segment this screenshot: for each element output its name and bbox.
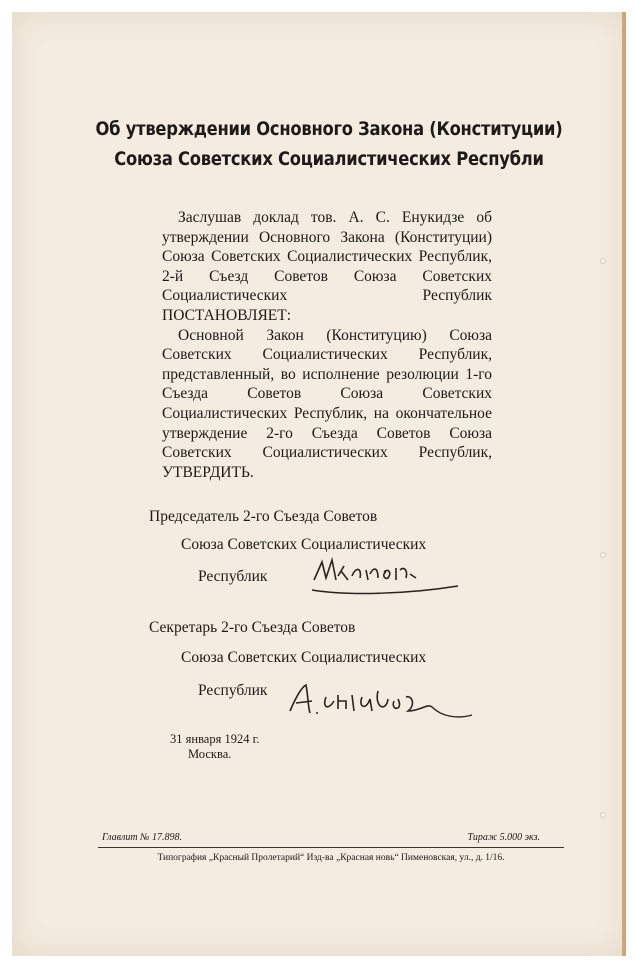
resolution-text (162, 208, 492, 482)
date-block (170, 732, 259, 762)
date-city: Москва. (188, 747, 232, 761)
kalinin-signature (308, 550, 468, 600)
glavlit-number: Главлит № 17.898. (102, 832, 182, 843)
enukidze-signature (282, 677, 482, 727)
page-edge (622, 12, 626, 956)
resolution-paragraph-1: Заслушав доклад тов. А. С. Енукидзе об утверждении Основного Закона (Конституции) Союза Советских Социалистических Республик, 2-й Съезд Советов Союза Советских Социалистических Республик ПОСТАНОВЛЯЕТ: (162, 209, 492, 324)
date-day: 31 января 1924 г. (170, 732, 260, 746)
chairman-title: Председатель 2-го Съезда Советов (149, 508, 378, 525)
printer-imprint: Типография „Красный Пролетарий“ Изд-ва „Красная новь“ Пименовская, ул., д. 1/16. (157, 853, 505, 863)
resolution-paragraph-2: Основной Закон (Конституцию) Союза Советских Социалистических Республик, представленный, во исполнение резолюции 1-го Съезда Советов Союза Советских Социалистических Республик, на окончательное утверждение 2-го Съезда Советов Союза Советских Социалистических Республик, УТВЕРДИТЬ. (162, 326, 492, 481)
title-line-1: Об утверждении Основного Закона (Конституции) (95, 118, 563, 140)
secretary-republics: Республик (198, 682, 268, 699)
secretary-title: Секретарь 2-го Съезда Советов (149, 619, 356, 636)
chairman-union: Союза Советских Социалистических (181, 536, 427, 553)
secretary-union: Союза Советских Социалистических (181, 649, 427, 666)
document-page (12, 12, 626, 956)
document-title (74, 114, 585, 174)
chairman-republics: Республик (198, 568, 268, 585)
binding-hole (600, 258, 606, 264)
print-run: Тираж 5.000 экз. (467, 832, 540, 843)
binding-hole (600, 812, 606, 818)
title-line-2: Союза Советских Социалистических Республи (114, 148, 544, 170)
footer-rule (98, 847, 564, 848)
binding-hole (600, 552, 606, 558)
